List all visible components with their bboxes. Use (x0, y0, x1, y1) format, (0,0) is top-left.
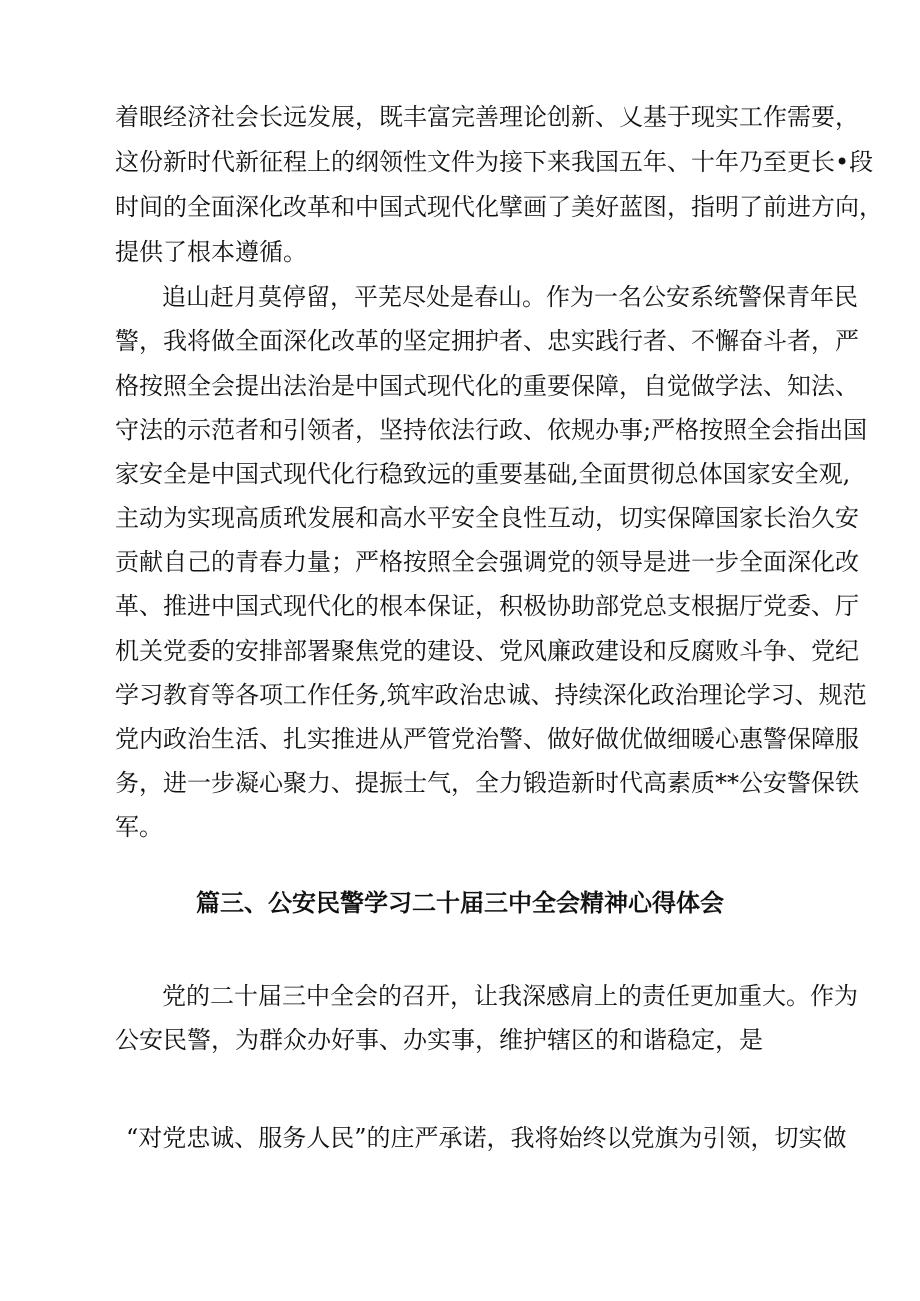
text-line: 格按照全会提出法治是中国式现代化的重要保障，自觉做学法、知法、 (115, 372, 859, 400)
section-heading: 篇三、公安民警学习二十届三中全会精神心得体会 (196, 888, 724, 917)
text-line: 党内政治生活、扎实推进从严管党治警、做好做优做细暖心惠警保障服 (115, 725, 859, 753)
text-line: 警，我将做全面深化改革的坚定拥护者、忠实践行者、不懈奋斗者，严 (115, 327, 859, 355)
text-line: 学习教育等各项工作任务,筑牢政治忠诚、持续深化政治理论学习、规范 (115, 681, 867, 709)
text-line: 时间的全面深化改革和中国式现代化擘画了美好蓝图，指明了前进方向， (115, 193, 883, 221)
text-line: 家安全是中国式现代化行稳致远的重要基础,全面贯彻总体国家安全观, (115, 460, 851, 488)
text-line: 公安民警，为群众办好事、办实事，维护辖区的和谐稳定，是 (115, 1026, 763, 1054)
text-line: 主动为实现高质玳发展和高水平安全良性互动，切实保障国家长治久安 (115, 504, 859, 532)
text-line: 着眼经济社会长远发展，既丰富完善理论创新、乂基于现实工作需要， (115, 103, 859, 131)
text-line: 务，进一步凝心聚力、提振士气，全力锻造新时代高素质**公安警保铁 (115, 769, 859, 797)
text-line: 这份新时代新征程上的纲领性文件为接下来我国五年、十年乃至更长•段 (115, 148, 874, 176)
text-line: 机关党委的安排部署聚焦党的建设、党风廉政建设和反腐败斗争、党纪 (115, 637, 859, 665)
text-line: 追山赶月莫停留，平芜尽处是春山。作为一名公安系统警保青年民 (162, 283, 858, 311)
text-line: 守法的示范者和引领者，坚持依法行政、依规办事;严格按照全会指出国 (115, 416, 868, 444)
text-line: 军。 (115, 813, 163, 841)
text-line: 提供了根本遵循。 (115, 238, 307, 266)
text-line: 贡献自己的青春力量；严格按照全会强调党的领导是进一步全面深化改 (115, 548, 859, 576)
text-line: “对党忠诚、服务人民”的庄严承诺，我将始终以党旗为引领，切实做 (126, 1124, 847, 1152)
text-line: 革、推进中国式现代化的根本保证，积极协助部党总支根据厅党委、厅 (115, 592, 859, 620)
text-line: 党的二十届三中全会的召开，让我深感肩上的责任更加重大。作为 (162, 982, 858, 1010)
